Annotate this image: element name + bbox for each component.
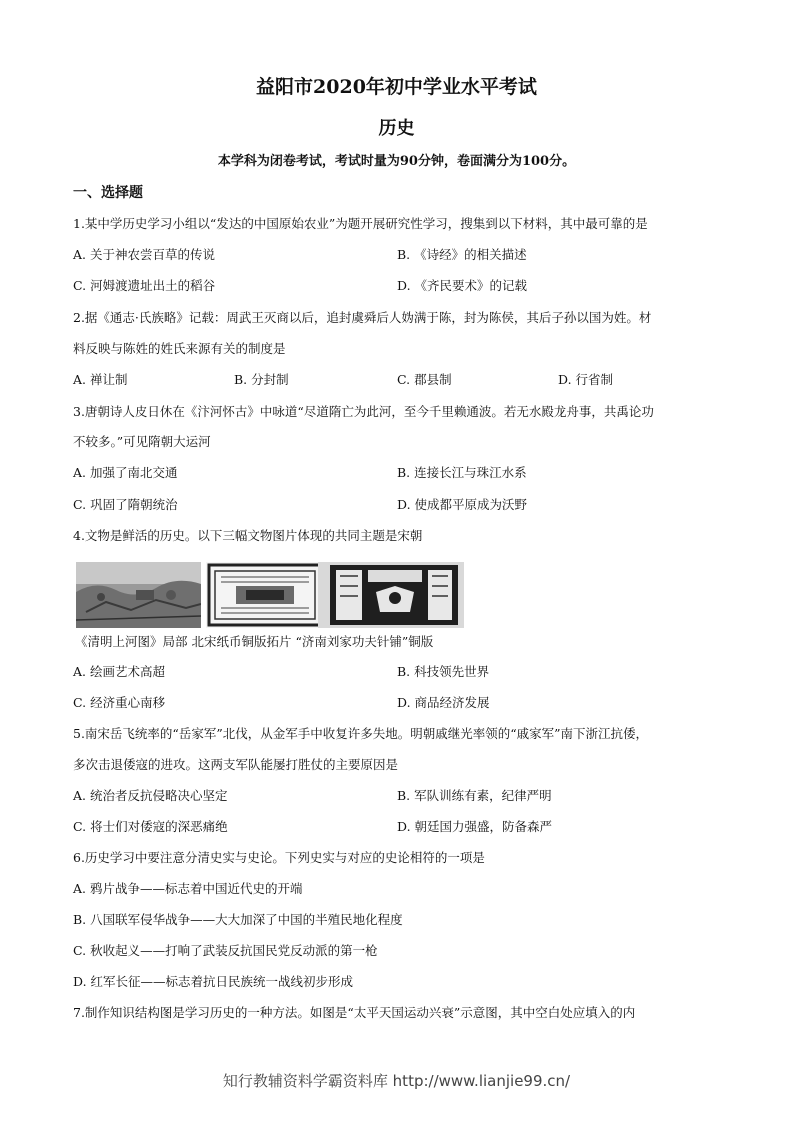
q6-option-b: B. 八国联军侵华战争——大大加深了中国的半殖民地化程度 [73,912,403,927]
section-heading: 一、选择题 [73,185,143,201]
q4-stem: 4.文物是鲜活的历史。以下三幅文物图片体现的共同主题是宋朝 [73,528,423,543]
subject-title: 历史 [378,118,415,139]
q1-option-c: C. 河姆渡遗址出土的稻谷 [73,278,216,293]
q4-image-caption: 《清明上河图》局部 北宋纸币铜版拓片 “济南刘家功夫针铺”铜版 [75,634,434,649]
q7-stem: 7.制作知识结构图是学习历史的一种方法。如图是“太平天国运动兴衰”示意图，其中空白处应填入的内 [73,1005,636,1020]
q6-option-a: A. 鸦片战争——标志着中国近代史的开端 [73,881,303,896]
q6-option-c: C. 秋收起义——打响了武装反抗国民党反动派的第一枪 [73,943,378,958]
exam-note: 本学科为闭卷考试，考试时量为90分钟，卷面满分为100分。 [217,154,576,169]
q1-option-d: D. 《齐民要术》的记载 [397,278,528,293]
qingming-painting-image [76,562,201,628]
q1-option-a: A. 关于神农尝百草的传说 [73,247,215,262]
exam-title: 益阳市2020年初中学业水平考试 [256,76,537,98]
q5-option-c: C. 将士们对倭寇的深恶痛绝 [73,819,228,834]
q4-option-a: A. 绘画艺术高超 [73,664,165,679]
q2-stem-line2: 料反映与陈姓的姓氏来源有关的制度是 [73,341,286,356]
page-footer: 知行教辅资料学霸资料库 http://www.lianjie99.cn/ [222,1072,571,1090]
q5-option-b: B. 军队训练有素，纪律严明 [397,788,552,803]
q4-option-c: C. 经济重心南移 [73,695,166,710]
q2-option-d: D. 行省制 [558,372,614,387]
q3-option-a: A. 加强了南北交通 [73,465,178,480]
q6-option-d: D. 红军长征——标志着抗日民族统一战线初步形成 [73,974,354,989]
q3-option-c: C. 巩固了隋朝统治 [73,497,178,512]
q1-stem: 1.某中学历史学习小组以“发达的中国原始农业”为题开展研究性学习，搜集到以下材料，其中最可靠的是 [73,216,648,231]
q2-option-a: A. 禅让制 [73,372,128,387]
q1-option-b: B. 《诗经》的相关描述 [397,247,527,262]
q3-option-d: D. 使成都平原成为沃野 [397,497,528,512]
q5-option-a: A. 统治者反抗侵略决心坚定 [73,788,228,803]
q3-stem-line2: 不较多。”可见隋朝大运河 [73,434,211,449]
q4-option-d: D. 商品经济发展 [397,695,490,710]
q5-stem-line2: 多次击退倭寇的进攻。这两支军队能屡打胜仗的主要原因是 [73,757,399,772]
q5-option-d: D. 朝廷国力强盛，防备森严 [397,819,553,834]
northern-song-paper-money-image [206,562,324,628]
q3-stem-line1: 3.唐朝诗人皮日休在《汴河怀古》中咏道“尽道隋亡为此河，至今千里赖通波。若无水殿龙舟事，共禹论功 [73,404,654,419]
q2-stem-line1: 2.据《通志·氏族略》记载：周武王灭商以后，追封虞舜后人妫满于陈，封为陈侯，其后子孙以国为姓。材 [73,310,652,325]
q6-stem: 6.历史学习中要注意分清史实与史论。下列史实与对应的史论相符的一项是 [73,850,485,865]
q2-option-c: C. 郡县制 [397,372,452,387]
q3-option-b: B. 连接长江与珠江水系 [397,465,527,480]
q2-option-b: B. 分封制 [234,372,289,387]
q4-option-b: B. 科技领先世界 [397,664,490,679]
liu-family-needle-shop-plate-image [318,562,464,628]
q5-stem-line1: 5.南宋岳飞统率的“岳家军”北伐，从金军手中收复许多失地。明朝戚继光率领的“戚家军”南下浙江抗倭， [73,726,648,741]
